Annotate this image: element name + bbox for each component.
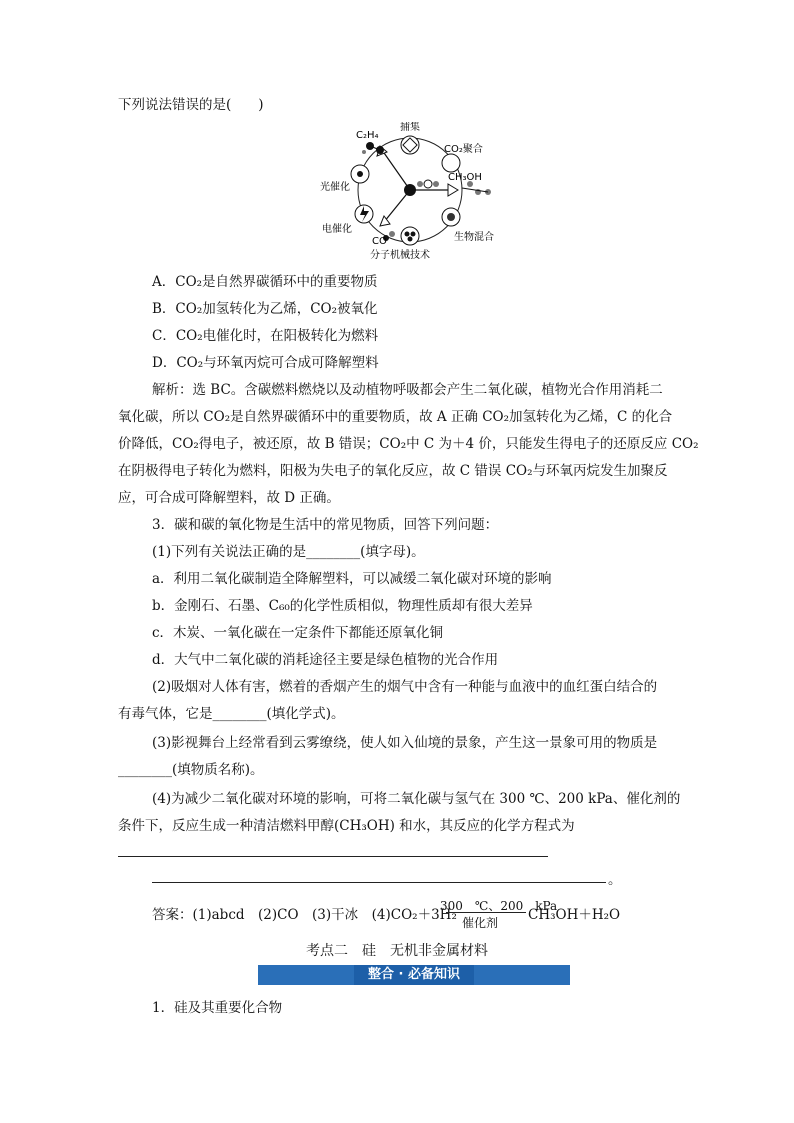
label-electrocatalysis: 电催化 [322, 224, 352, 235]
q3-part3-line2: ________(填物质名称)。 [118, 762, 264, 778]
label-molecular-machine: 分子机械技术 [370, 250, 430, 261]
q3-part2-line2: 有毒气体，它是________(填化学式)。 [118, 706, 345, 722]
q3-choice-a: a．利用二氧化碳制造全降解塑料，可以减缓二氧化碳对环境的影响 [152, 571, 552, 587]
section-title: 考点二 硅 无机非金属材料 [306, 943, 488, 959]
answer-blank-line-1 [118, 856, 548, 857]
analysis-line: 应，可合成可降解塑料，故 D 正确。 [118, 490, 340, 506]
analysis-line: 解析：选 BC。含碳燃料燃烧以及动植物呼吸都会产生二氧化碳，植物光合作用消耗二 [152, 382, 663, 398]
label-photocatalysis: 光催化 [320, 182, 350, 193]
answer-blank-line-2 [152, 882, 606, 883]
q3-stem: 3．碳和碳的氧化物是生活中的常见物质，回答下列问题： [152, 517, 499, 533]
label-capture: 捕集 [400, 122, 420, 133]
q3-part4-line2: 条件下，反应生成一种清洁燃料甲醇(CH₃OH) 和水，其反应的化学方程式为 [118, 818, 575, 834]
analysis-line: 价降低，CO₂得电子，被还原，故 B 错误；CO₂中 C 为＋4 价，只能发生得电子的还原反应 CO₂ [118, 436, 699, 452]
q3-part1: (1)下列有关说法正确的是________(填字母)。 [152, 544, 425, 560]
label-c2h4: C₂H₄ [356, 130, 379, 141]
analysis-line: 氧化碳，所以 CO₂是自然界碳循环中的重要物质，故 A 正确 CO₂加氢转化为乙烯，C 的化合 [118, 409, 673, 425]
label-bio-hybrid: 生物混合 [454, 232, 494, 243]
section-item-1: 1．硅及其重要化合物 [152, 1000, 283, 1016]
q3-part3-line1: (3)影视舞台上经常看到云雾缭绕，使人如入仙境的景象，产生这一景象可用的物质是 [152, 735, 658, 751]
q3-part2-line1: (2)吸烟对人体有害，燃着的香烟产生的烟气中含有一种能与血液中的血红蛋白结合的 [152, 679, 658, 695]
blank-period: 。 [608, 872, 622, 888]
q3-choice-c: c．木炭、一氧化碳在一定条件下都能还原氧化铜 [152, 625, 444, 641]
q3-part4-line1: (4)为减少二氧化碳对环境的影响，可将二氧化碳与氢气在 300 ℃、200 kPa、催化剂的 [152, 791, 681, 807]
option-b: B．CO₂加氢转化为乙烯，CO₂被氧化 [152, 301, 378, 317]
option-c: C．CO₂电催化时，在阳极转化为燃料 [152, 328, 379, 344]
label-co2-polymer: CO₂聚合 [444, 144, 483, 155]
analysis-line: 在阴极得电子转化为燃料，阳极为失电子的氧化反应，故 C 错误 CO₂与环氧丙烷发生加聚反 [118, 463, 668, 479]
q3-choice-d: d．大气中二氧化碳的消耗途径主要是绿色植物的光合作用 [152, 652, 499, 668]
section-banner [258, 965, 570, 985]
reaction-condition-top: 300 ℃、200 kPa [440, 899, 558, 913]
option-a: A．CO₂是自然界碳循环中的重要物质 [152, 274, 378, 290]
reaction-condition-bottom: 催化剂 [462, 916, 499, 930]
answer-text: 答案：(1)abcd (2)CO (3)干冰 (4)CO₂＋3H₂ [152, 907, 457, 923]
q3-choice-b: b．金刚石、石墨、C₆₀的化学性质相似，物理性质却有很大差异 [152, 598, 533, 614]
co2-conversion-diagram [320, 122, 500, 262]
option-d: D．CO₂与环氧丙烷可合成可降解塑料 [152, 355, 379, 371]
label-ch3oh: CH₃OH [448, 172, 482, 183]
banner-label: 整合 · 必备知识 [354, 965, 474, 985]
question-title: 下列说法错误的是( ) [118, 97, 264, 113]
reaction-products: CH₃OH＋H₂O [528, 907, 621, 923]
label-co: CO [372, 236, 387, 247]
